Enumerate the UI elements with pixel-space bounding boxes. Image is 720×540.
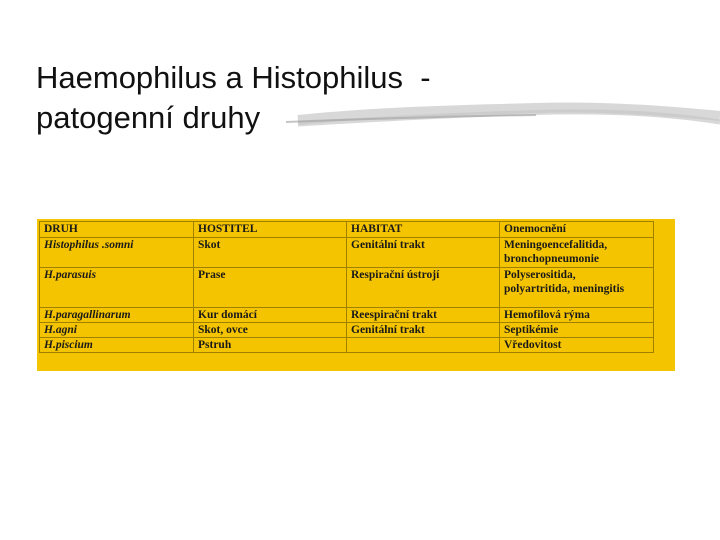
table-panel bbox=[37, 219, 675, 371]
table-row bbox=[40, 338, 654, 353]
cell-druh: Histophilus .somni bbox=[40, 238, 194, 268]
cell-habitat: Respirační ústrojí bbox=[347, 268, 500, 308]
pathogen-table bbox=[39, 221, 654, 353]
cell-druh: H.paragallinarum bbox=[40, 308, 194, 323]
cell-onemocneni bbox=[500, 238, 654, 268]
cell-druh: H.agni bbox=[40, 323, 194, 338]
table-row bbox=[40, 308, 654, 323]
cell-onemocneni-line-2: bronchopneumonie bbox=[504, 253, 600, 265]
cell-habitat: Genitální trakt bbox=[347, 323, 500, 338]
cell-hostitel: Prase bbox=[194, 268, 347, 308]
cell-onemocneni bbox=[500, 268, 654, 308]
cell-druh: H.piscium bbox=[40, 338, 194, 353]
table-row bbox=[40, 268, 654, 308]
cell-hostitel: Kur domácí bbox=[194, 308, 347, 323]
table-header-row bbox=[40, 222, 654, 238]
cell-habitat: Reespirační trakt bbox=[347, 308, 500, 323]
header-hostitel: HOSTITEL bbox=[194, 222, 347, 238]
cell-hostitel: Pstruh bbox=[194, 338, 347, 353]
slide-title-line-2: patogenní druhy bbox=[36, 100, 261, 135]
cell-druh: H.parasuis bbox=[40, 268, 194, 308]
cell-onemocneni: Septikémie bbox=[500, 323, 654, 338]
table-row bbox=[40, 238, 654, 268]
cell-hostitel: Skot, ovce bbox=[194, 323, 347, 338]
slide-title-line-1: Haemophilus a Histophilus - bbox=[36, 60, 431, 95]
cell-habitat bbox=[347, 338, 500, 353]
title-underline-decoration bbox=[36, 100, 720, 140]
header-habitat: HABITAT bbox=[347, 222, 500, 238]
cell-onemocneni-line-2: polyartritida, meningitis bbox=[504, 283, 625, 295]
table-row bbox=[40, 323, 654, 338]
header-onemocneni: Onemocnění bbox=[500, 222, 654, 238]
cell-onemocneni: Hemofilová rýma bbox=[500, 308, 654, 323]
cell-onemocneni-line-1: Meningoencefalitida, bbox=[504, 239, 608, 251]
cell-habitat: Genitální trakt bbox=[347, 238, 500, 268]
cell-hostitel: Skot bbox=[194, 238, 347, 268]
header-druh: DRUH bbox=[40, 222, 194, 238]
cell-onemocneni-line-1: Polyserositida, bbox=[504, 269, 576, 281]
cell-onemocneni: Vředovitost bbox=[500, 338, 654, 353]
